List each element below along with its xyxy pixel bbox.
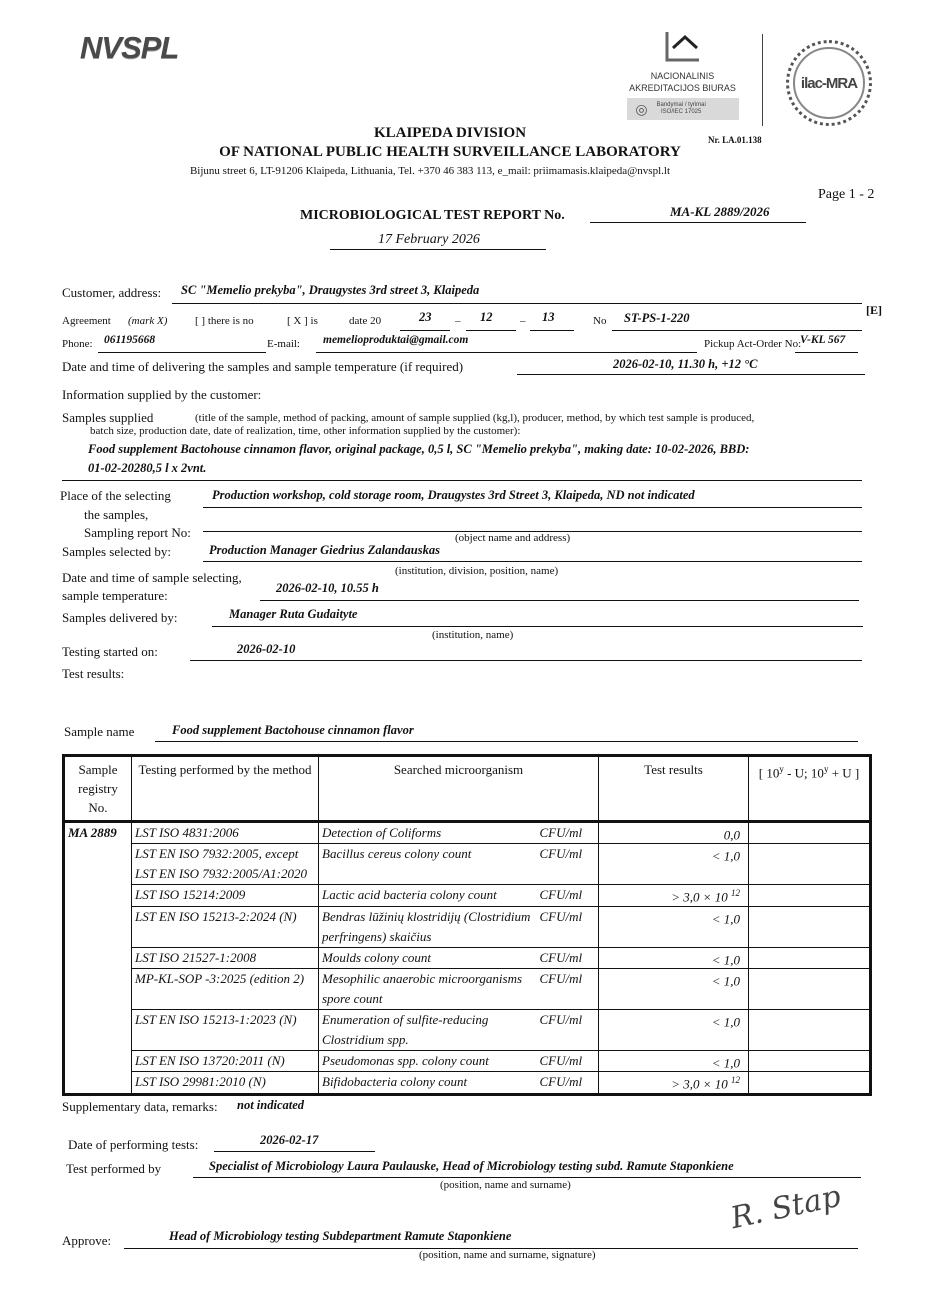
ilac-mra-logo [786,40,872,126]
signature: R. Stap [727,1178,844,1237]
result-cell: < 1,0 [599,968,749,1009]
date-separator: – [455,315,461,327]
badge-line1: Bandymai / tyrimai [656,102,706,108]
table-row [64,844,871,885]
uncertainty-cell [749,1050,871,1071]
performed-by-hint: (position, name and surname) [440,1179,571,1191]
header-result: Test results [599,756,749,822]
unit-cell: CFU/ml [537,1050,599,1071]
approve-label: Approve: [62,1233,112,1248]
samples-supplied-value-2: 01-02-20280,5 l x 2vnt. [88,461,207,475]
method-cell: LST ISO 21527-1:2008 [132,947,319,968]
ilac-mra-text: ilac-MRA [793,47,865,119]
uncertainty-cell [749,1072,871,1094]
table-header-row [64,756,871,822]
table-row [64,1009,871,1050]
method-cell: LST EN ISO 15213-1:2023 (N) [132,1009,319,1050]
uncertainty-cell [749,1009,871,1050]
method-cell: LST EN ISO 15213-2:2024 (N) [132,906,319,947]
uncertainty-cell [749,822,871,844]
samples-supplied-hint-1: (title of the sample, method of packing, amount of sample supplied (kg,l), producer, method, by which test sample is produced, [195,412,755,424]
test-results-label: Test results: [62,666,125,681]
organism-cell: Pseudomonas spp. colony count [319,1050,537,1071]
unit-cell: CFU/ml [537,968,599,1009]
sample-name-value: Food supplement Bactohouse cinnamon flavor [172,723,414,737]
customer-label: Customer, address: [62,285,162,300]
agreement-number: ST-PS-1-220 [624,311,690,325]
uncertainty-cell [749,885,871,906]
result-cell: 0,0 [599,822,749,844]
accreditation-number: Nr. LA.01.138 [708,135,762,145]
unit-cell: CFU/ml [537,1072,599,1094]
table-row [64,822,871,844]
e-mark: [E] [866,303,882,317]
unit-cell: CFU/ml [537,906,599,947]
approve-value: Head of Microbiology testing Subdepartment Ramute Staponkiene [169,1229,512,1243]
place-hint: (object name and address) [455,532,571,544]
result-cell: < 1,0 [599,1009,749,1050]
organism-cell: Bifidobacteria colony count [319,1072,537,1094]
table-row [64,1050,871,1071]
unit-cell: CFU/ml [537,885,599,906]
agreement-exists-checkbox[interactable]: [ X ] is [287,315,318,327]
results-table [62,754,872,1096]
agreement-date-month: 12 [480,310,493,324]
unit-cell: CFU/ml [537,844,599,885]
table-row [64,1072,871,1094]
unit-cell: CFU/ml [537,947,599,968]
badge-line2: ISO/IEC 17025 [661,109,702,115]
samples-supplied-label: Samples supplied [62,410,154,425]
organism-cell: Lactic acid bacteria colony count [319,885,537,906]
method-cell: LST EN ISO 7932:2005, except LST EN ISO 7932:2005/A1:2020 [132,844,319,885]
sample-name-label: Sample name [64,724,135,739]
nab-name-line2: AKREDITACIJOS BIURAS [629,83,736,93]
agreement-none-checkbox[interactable]: [ ] there is no [195,315,254,327]
delivery-label: Date and time of delivering the samples and sample temperature (if required) [62,359,464,374]
table-row [64,885,871,906]
table-row [64,906,871,947]
uncertainty-cell [749,906,871,947]
organism-cell: Mesophilic anaerobic microorganisms spore count [319,968,537,1009]
agreement-date-day: 13 [542,310,555,324]
iso-badge [627,98,739,120]
result-cell: < 1,0 [599,906,749,947]
delivery-value: 2026-02-10, 11.30 h, +12 °C [613,357,758,371]
registry-number: MA 2889 [64,822,132,1095]
agreement-date-year: 23 [419,310,432,324]
selection-date-label-2: sample temperature: [62,588,168,603]
delivered-by-value: Manager Ruta Gudaityte [229,607,358,621]
method-cell: LST EN ISO 13720:2011 (N) [132,1050,319,1071]
place-label-2: the samples, [84,507,149,522]
result-cell: > 3,0 × 10 $^{12}$ [599,885,749,906]
remarks-value: not indicated [237,1098,305,1112]
table-row [64,968,871,1009]
selected-by-label: Samples selected by: [62,544,172,559]
uncertainty-cell [749,844,871,885]
method-cell: LST ISO 29981:2010 (N) [132,1072,319,1094]
unit-cell: CFU/ml [537,822,599,844]
selected-by-hint: (institution, division, position, name) [395,565,559,577]
selected-by-value: Production Manager Giedrius Zalandauskas [209,543,440,557]
nvspl-logo: NVSPL [80,30,179,65]
unit-cell: CFU/ml [537,1009,599,1050]
place-label-1: Place of the selecting [60,488,171,503]
selection-date-label-1: Date and time of sample selecting, [62,570,242,585]
email-label: E-mail: [267,338,300,350]
delivered-by-hint: (institution, name) [432,629,514,641]
date-separator: – [520,315,526,327]
performed-by-value: Specialist of Microbiology Laura Paulauske, Head of Microbiology testing subd. Ramute Staponkiene [209,1159,734,1173]
agreement-date-label: date 20 [349,315,382,327]
testing-started-value: 2026-02-10 [237,642,296,656]
performed-by-label: Test performed by [66,1161,162,1176]
accreditation-logo [620,28,745,120]
division-title-line1: KLAIPEDA DIVISION [373,125,527,141]
division-title-line2: OF NATIONAL PUBLIC HEALTH SURVEILLANCE LABORATORY [219,144,681,160]
place-value: Production workshop, cold storage room, Draugystes 3rd Street 3, Klaipeda, ND not indicated [212,488,695,502]
samples-supplied-hint-2: batch size, production date, date of realization, time, other information supplied by the customer): [90,425,521,437]
uncertainty-cell [749,947,871,968]
nab-mark-icon [653,28,713,66]
delivered-by-label: Samples delivered by: [62,610,178,625]
logo-divider [762,34,763,126]
header-method: Testing performed by the method [132,756,319,822]
result-cell: < 1,0 [599,947,749,968]
phone-value: 061195668 [104,334,156,346]
header-uncertainty: [ 10$^y$ - U; $10^y + U$ ] [749,756,871,822]
header-organism: Searched microorganism [319,756,599,822]
email-value: memelioproduktai@gmail.com [323,334,469,346]
agreement-label: Agreement [62,315,111,327]
lab-address: Bijunu street 6, LT-91206 Klaipeda, Lithuania, Tel. +370 46 383 113, e_mail: priimamasis.klaipeda@nvspl.lt [189,165,671,177]
page-number: Page 1 - 2 [818,187,875,202]
table-row [64,947,871,968]
report-date: 17 February 2026 [378,232,480,247]
organism-cell: Detection of Coliforms [319,822,537,844]
organism-cell: Enumeration of sulfite-reducing Clostridium spp. [319,1009,537,1050]
result-cell: < 1,0 [599,1050,749,1071]
target-icon: ◎ [635,100,648,117]
method-cell: LST ISO 4831:2006 [132,822,319,844]
organism-cell: Bendras lūžinių klostridijų (Clostridium perfringens) skaičius [319,906,537,947]
result-cell: > 3,0 × 10 $^{12}$ [599,1072,749,1094]
uncertainty-cell [749,968,871,1009]
samples-supplied-value-1: Food supplement Bactohouse cinnamon flavor, original package, 0,5 l, SC "Memelio prekyba", making date: 10-02-2026, BBD: [88,442,750,456]
info-heading: Information supplied by the customer: [62,387,262,402]
test-date-value: 2026-02-17 [260,1133,319,1147]
place-label-3: Sampling report No: [84,525,191,540]
report-title: MICROBIOLOGICAL TEST REPORT No. [300,208,565,223]
mark-x-hint: (mark X) [128,315,168,327]
phone-label: Phone: [62,338,93,350]
nab-name-line1: NACIONALINIS [650,71,715,81]
header-registry: Sample registry No. [64,756,132,822]
organism-cell: Moulds colony count [319,947,537,968]
pickup-number: V-KL 567 [800,334,846,346]
test-date-label: Date of performing tests: [68,1137,199,1152]
method-cell: LST ISO 15214:2009 [132,885,319,906]
organism-cell: Bacillus cereus colony count [319,844,537,885]
method-cell: MP-KL-SOP -3:2025 (edition 2) [132,968,319,1009]
result-cell: < 1,0 [599,844,749,885]
remarks-label: Supplementary data, remarks: [62,1099,218,1114]
selection-date-value: 2026-02-10, 10.55 h [276,581,379,595]
approve-hint: (position, name and surname, signature) [419,1249,596,1261]
pickup-label: Pickup Act-Order No: [704,338,802,350]
testing-started-label: Testing started on: [62,644,158,659]
agreement-no-label: No [593,315,607,327]
report-number: MA-KL 2889/2026 [670,204,770,219]
customer-value: SC "Memelio prekyba", Draugystes 3rd street 3, Klaipeda [181,283,480,297]
